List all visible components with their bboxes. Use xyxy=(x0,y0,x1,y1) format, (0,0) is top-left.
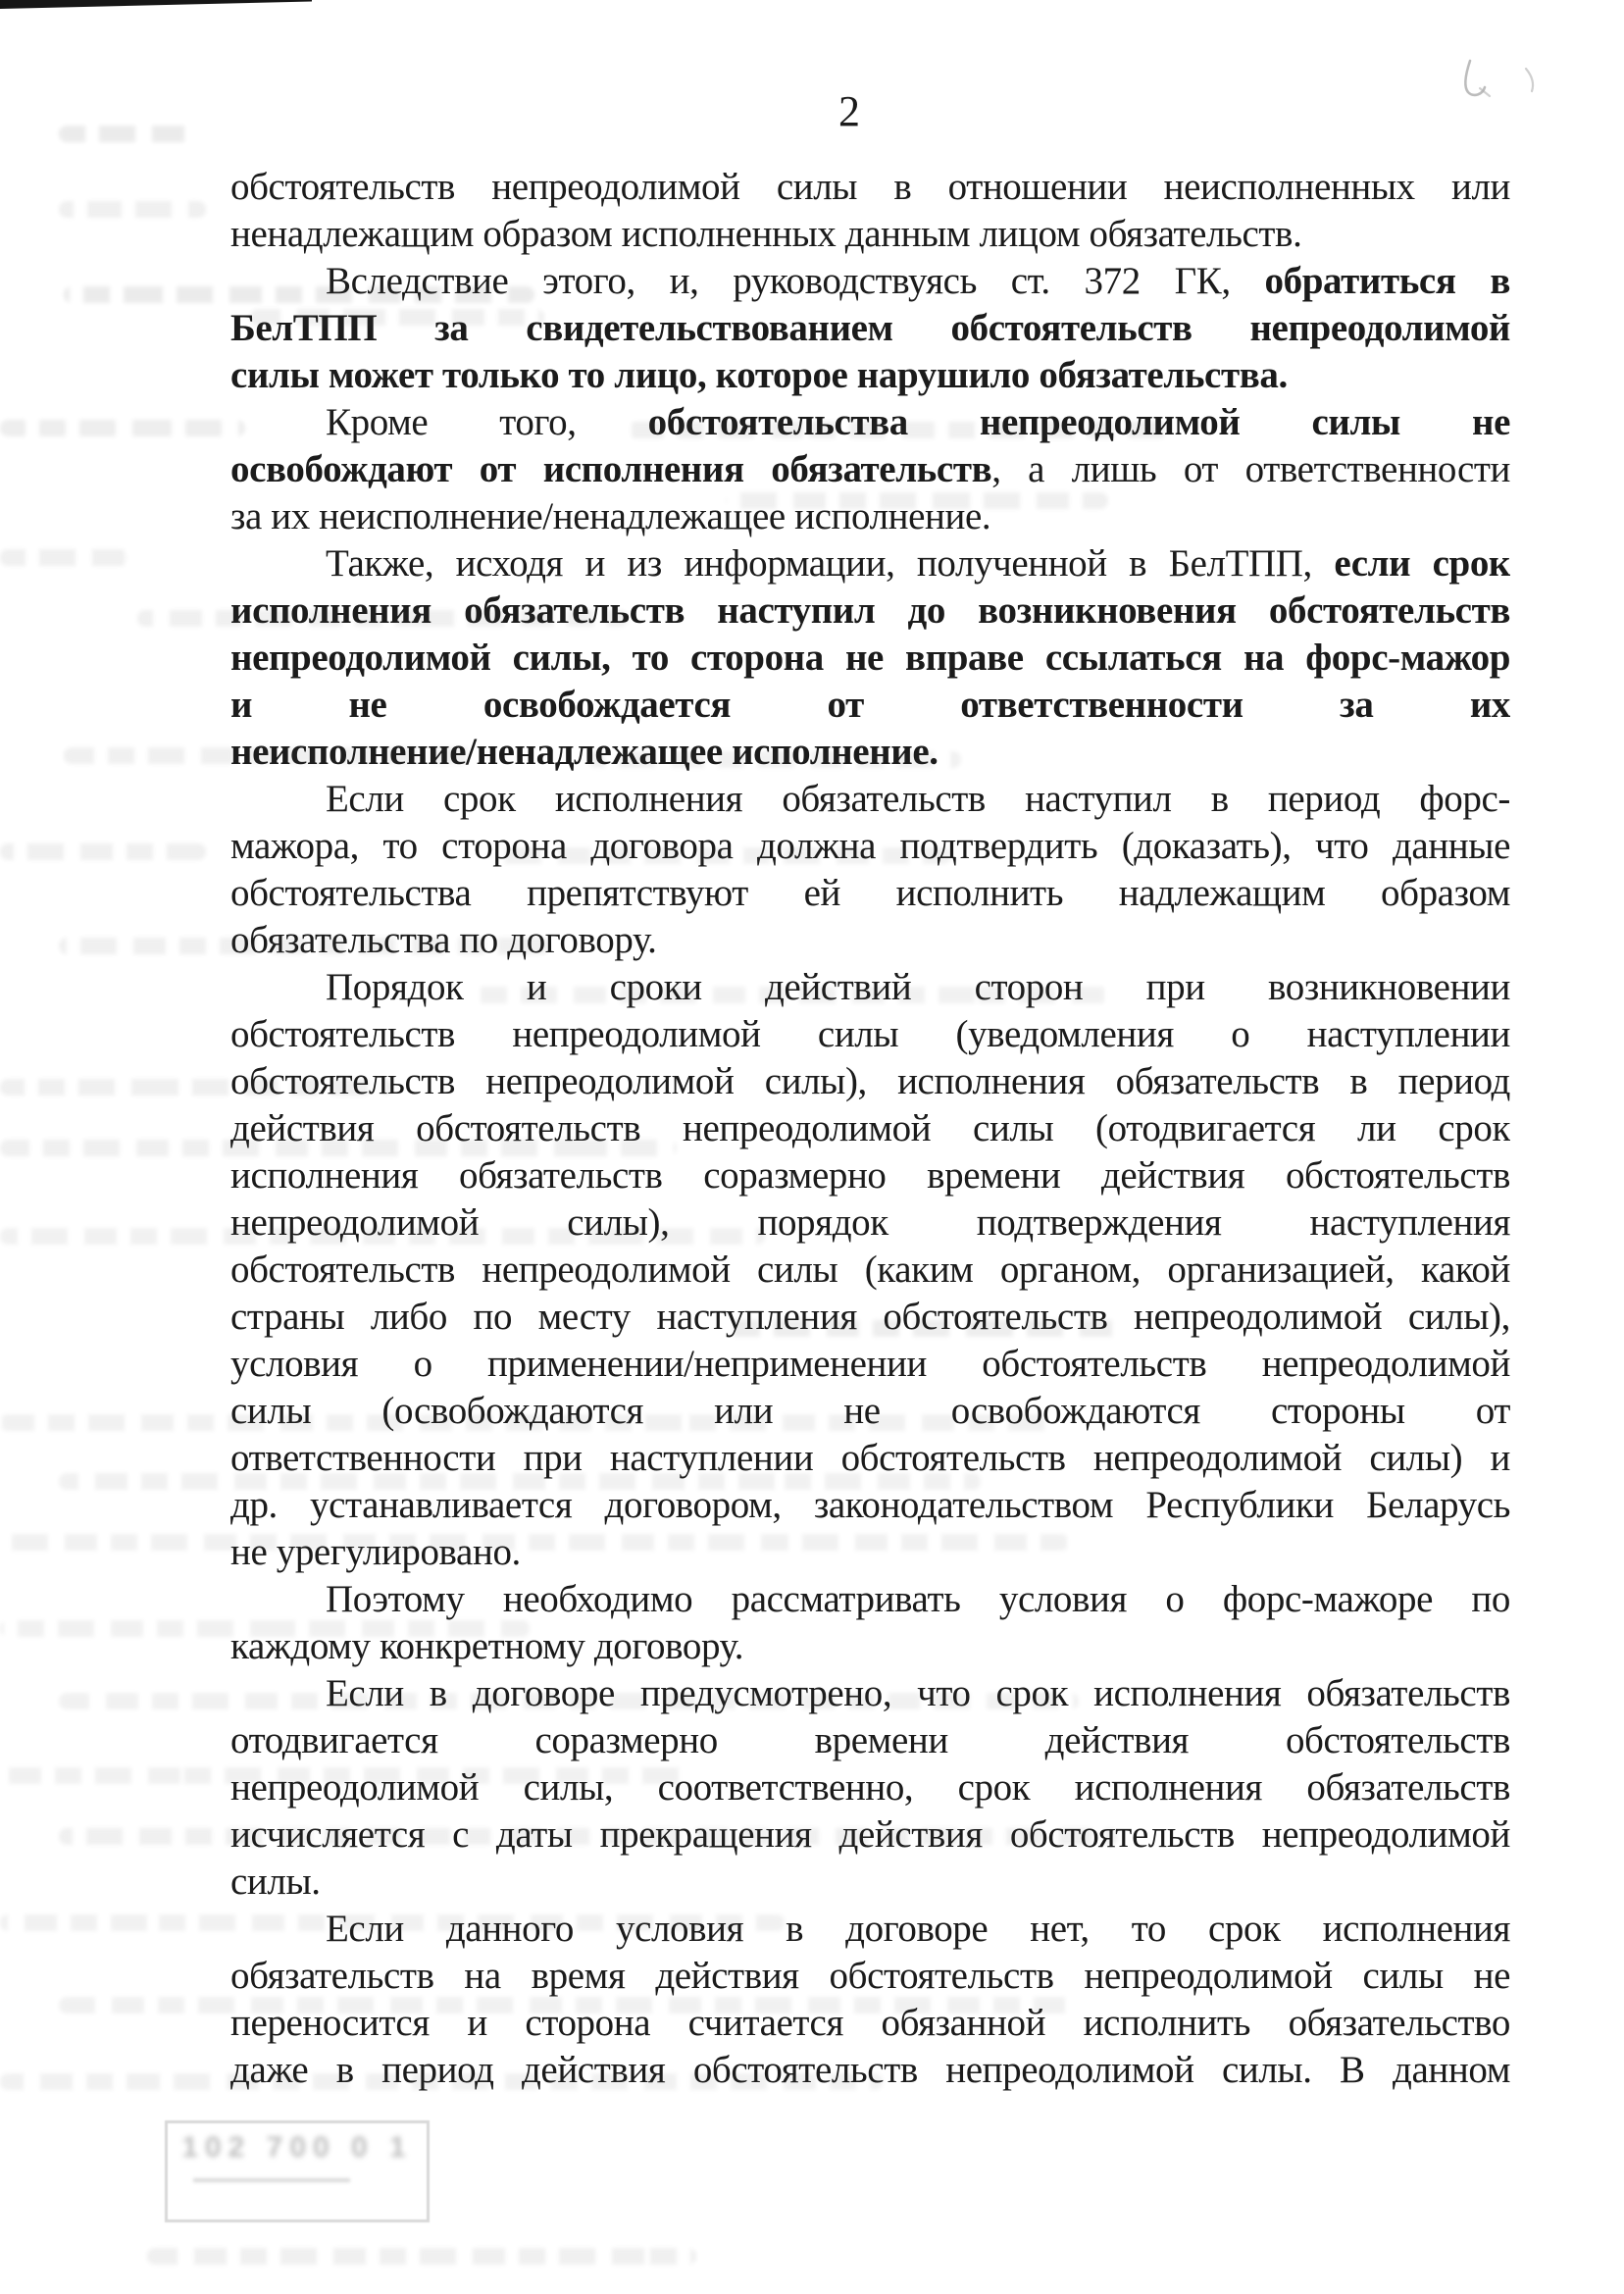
text-line xyxy=(230,352,1510,399)
text-line xyxy=(230,1011,1510,1058)
text-segment: отодвигается соразмерно времени действия обстоятельств xyxy=(230,1719,1510,1761)
text-segment: обязательства по договору. xyxy=(230,919,657,961)
bleed-through-artifact xyxy=(726,1320,1118,1337)
bleed-through-artifact xyxy=(59,1997,1079,2014)
text-line xyxy=(230,1953,1510,2000)
text-line xyxy=(230,1341,1510,1388)
text-segment: Поэтому необходимо рассматривать условия о форс-мажоре по xyxy=(326,1578,1510,1620)
text-line xyxy=(230,1152,1510,1199)
bleed-through-artifact xyxy=(588,751,961,768)
text-segment: не урегулировано. xyxy=(230,1531,521,1573)
stamp-bleed-text: 102 700 0 1 xyxy=(181,2131,413,2164)
text-line xyxy=(230,211,1510,258)
text-segment: каждому конкретному договору. xyxy=(230,1625,744,1667)
bleed-through-artifact xyxy=(137,610,628,627)
bleed-through-artifact xyxy=(471,987,1108,1003)
bleed-through-artifact xyxy=(0,420,245,436)
text-line xyxy=(230,164,1510,211)
text-segment: Если срок исполнения обязательств наступил в период форс- xyxy=(326,778,1510,820)
text-line xyxy=(230,682,1510,729)
bold-text-segment: БелТПП за свидетельствованием обстоятельств непреодолимой xyxy=(230,307,1510,349)
text-segment: Вследствие этого, и, руководствуясь ст. 372 ГК, xyxy=(326,260,1265,302)
bleed-through-artifact xyxy=(59,1828,1118,1845)
bleed-through-artifact xyxy=(59,126,196,142)
text-line xyxy=(230,635,1510,682)
text-segment: Если в договоре предусмотрено, что срок исполнения обязательств xyxy=(326,1672,1510,1714)
text-segment: исчисляется с даты прекращения действия обстоятельств непреодолимой xyxy=(230,1813,1510,1856)
text-segment: действия обстоятельств непреодолимой силы (отодвигается ли срок xyxy=(230,1107,1510,1149)
bold-text-segment: освобождают от исполнения обязательств xyxy=(230,448,992,490)
text-segment: условия о применении/неприменении обстоятельств непреодолимой xyxy=(230,1343,1510,1385)
bleed-through-artifact xyxy=(0,1914,785,1931)
text-segment: др. устанавливается договором, законодательством Республики Беларусь xyxy=(230,1484,1510,1526)
bleed-through-artifact xyxy=(0,1228,765,1245)
bleed-through-artifact xyxy=(0,1767,686,1784)
bleed-through-artifact xyxy=(0,1534,1069,1551)
text-segment: Кроме того, xyxy=(326,401,648,443)
bold-text-segment: силы может только то лицо, которое нарушило обязательства. xyxy=(230,354,1288,396)
text-line xyxy=(230,1058,1510,1105)
bleed-through-artifact xyxy=(59,201,206,218)
text-segment: обстоятельств непреодолимой силы (уведомления о наступлении xyxy=(230,1013,1510,1055)
text-segment: переносится и сторона считается обязанной исполнить обязательство xyxy=(230,2002,1510,2044)
text-line xyxy=(230,1247,1510,1294)
bleed-through-artifact xyxy=(59,938,549,954)
text-segment: обстоятельств непреодолимой силы), исполнения обязательств в период xyxy=(230,1060,1510,1102)
bold-text-segment: обратиться в xyxy=(1264,260,1510,302)
text-line xyxy=(230,776,1510,823)
bleed-through-artifact xyxy=(59,1693,1079,1709)
bold-text-segment: непреодолимой силы, то сторона не вправе ссылаться на форс-мажор xyxy=(230,637,1510,679)
text-segment: силы. xyxy=(230,1861,321,1903)
text-line xyxy=(230,870,1510,917)
bold-text-segment: обстоятельства непреодолимой силы не xyxy=(647,401,1510,443)
page-number: 2 xyxy=(838,87,861,135)
text-line xyxy=(230,540,1510,587)
text-segment: мажора, то сторона договора должна подтвердить (доказать), что данные xyxy=(230,825,1510,867)
text-line xyxy=(230,446,1510,493)
text-line xyxy=(230,1859,1510,1906)
text-segment: силы (освобождаются или не освобождаются стороны от xyxy=(230,1390,1510,1432)
bleed-through-artifact xyxy=(0,2073,883,2090)
bleed-through-artifact xyxy=(64,286,534,303)
bleed-through-artifact xyxy=(59,1473,981,1490)
text-segment: исполнения обязательств соразмерно времени действия обстоятельств xyxy=(230,1154,1510,1197)
bold-text-segment: и не освобождается от ответственности за их xyxy=(230,684,1510,726)
text-segment: непреодолимой силы, соответственно, срок исполнения обязательств xyxy=(230,1766,1510,1809)
stamp-bleed-line xyxy=(193,2178,350,2182)
text-segment: обязательств на время действия обстоятельств непреодолимой силы не xyxy=(230,1955,1510,1997)
bleed-through-artifact xyxy=(0,549,127,566)
bleed-through-artifact xyxy=(0,1140,677,1156)
text-segment: обстоятельства препятствуют ей исполнить надлежащим образом xyxy=(230,872,1510,914)
text-line xyxy=(230,1717,1510,1764)
text-segment: ответственности при наступлении обстоятельств непреодолимой силы) и xyxy=(230,1437,1510,1479)
bleed-through-artifact xyxy=(628,422,1177,438)
bold-text-segment: неисполнение/ненадлежащее исполнение. xyxy=(230,731,939,773)
text-segment: обстоятельств непреодолимой силы в отношении неисполненных или xyxy=(230,166,1510,208)
text-segment: , а лишь от ответственности xyxy=(991,448,1510,490)
text-segment: непреодолимой силы), порядок подтверждения наступления xyxy=(230,1201,1510,1244)
document-text xyxy=(230,164,1510,2094)
stamp-bleed-artifact xyxy=(165,2120,430,2222)
bleed-through-artifact xyxy=(0,1079,392,1096)
text-segment: Также, исходя и из информации, полученной в БелТПП, xyxy=(326,542,1335,585)
text-segment: обстоятельств непреодолимой силы (каким органом, организацией, какой xyxy=(230,1249,1510,1291)
text-segment: даже в период действия обстоятельств непреодолимой силы. В данном xyxy=(230,2049,1510,2091)
bleed-through-artifact xyxy=(0,1620,530,1637)
bleed-through-artifact xyxy=(0,1414,1059,1431)
text-segment: за их неисполнение/ненадлежащее исполнение. xyxy=(230,495,991,537)
bleed-through-artifact xyxy=(250,309,544,326)
text-segment: ненадлежащим образом исполненных данным лицом обязательств. xyxy=(230,213,1302,255)
bleed-through-artifact xyxy=(0,843,206,860)
bleed-through-artifact xyxy=(147,2248,696,2265)
bleed-through-artifact xyxy=(726,492,1108,509)
text-segment: Порядок и сроки действий сторон при возникновении xyxy=(326,966,1510,1008)
text-segment: Если данного условия в договоре нет, то срок исполнения xyxy=(326,1908,1510,1950)
bold-text-segment: если срок xyxy=(1334,542,1510,585)
text-line xyxy=(230,1576,1510,1623)
text-segment: страны либо по месту наступления обстоятельств непреодолимой силы), xyxy=(230,1296,1510,1338)
bleed-through-artifact xyxy=(64,747,485,764)
bleed-through-artifact xyxy=(490,847,951,864)
bold-text-segment: исполнения обязательств наступил до возникновения обстоятельств xyxy=(230,589,1510,632)
